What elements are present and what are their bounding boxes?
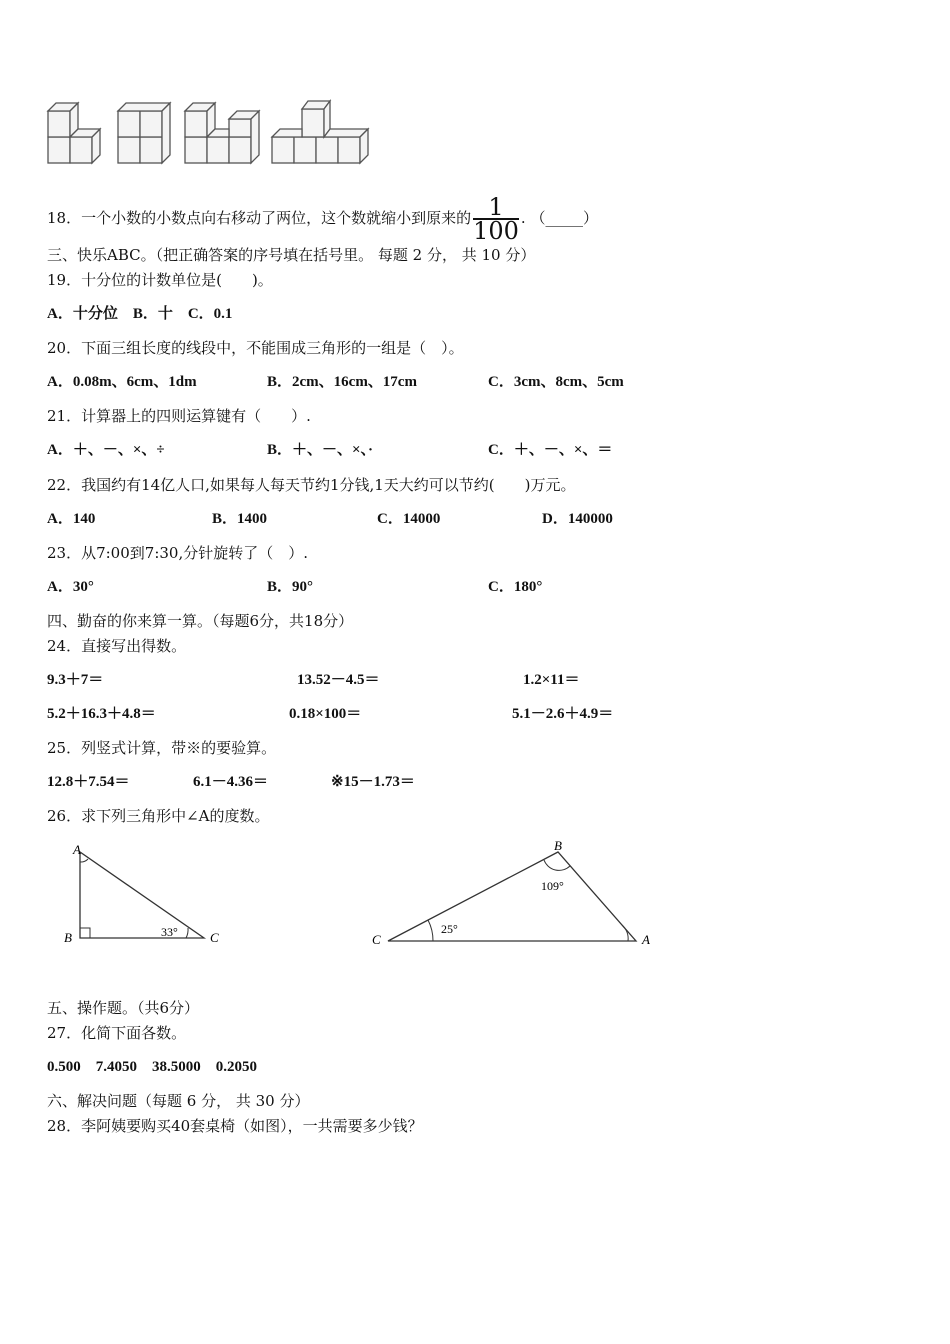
question-26-text: 26．求下列三角形中∠A的度数。: [47, 807, 270, 825]
triangle-2-label-b: B: [554, 838, 562, 853]
question-24-text: 24．直接写出得数。: [47, 637, 187, 655]
cube-figures: [40, 95, 380, 170]
fraction-denominator: 100: [473, 217, 519, 245]
question-20-text: 20．下面三组长度的线段中，不能围成三角形的一组是（ ）。: [47, 339, 464, 357]
fraction-numerator: 1: [473, 196, 519, 220]
triangle-1: [60, 838, 230, 950]
q24-expression-5: 0.18×100＝: [289, 706, 362, 722]
question-28-text: 28．李阿姨要购买40套桌椅（如图），一共需要多少钱？: [47, 1117, 423, 1135]
question-19-text: 19．十分位的计数单位是( )。: [47, 271, 273, 289]
section-5-title: 五、操作题。（共6分）: [47, 999, 200, 1017]
question-21-option-b: B．＋、－、×、·: [267, 442, 374, 458]
question-21-option-a: A．＋、－、×、÷: [47, 442, 165, 458]
q24-expression-1: 9.3＋7＝: [47, 672, 104, 688]
triangle-2-label-c: C: [372, 932, 381, 947]
triangle-2-angle-c: 25°: [441, 922, 458, 936]
cube-figure-3: [185, 103, 259, 163]
question-23-option-a: A．30°: [47, 579, 94, 595]
triangle-1-label-a: A: [73, 842, 81, 857]
question-22-text: 22．我国约有14亿人口,如果每人每天节约1分钱,1天大约可以节约( )万元。: [47, 476, 576, 494]
question-18-text: 18．一个小数的小数点向右移动了两位，这个数就缩小到原来的: [47, 209, 472, 227]
q24-expression-6: 5.1－2.6＋4.9＝: [512, 706, 614, 722]
cube-figure-4: [272, 101, 368, 163]
question-23-option-b: B．90°: [267, 579, 314, 595]
question-20-option-b: B．2cm、16cm、17cm: [267, 374, 417, 390]
triangle-1-label-c: C: [210, 930, 219, 945]
question-22-option-b: B．1400: [212, 511, 268, 527]
question-23-option-c: C．180°: [488, 579, 543, 595]
fraction: [473, 193, 519, 245]
section-3-title: 三、快乐ABC。（把正确答案的序号填在括号里。 每题 2 分， 共 10 分）: [47, 246, 536, 264]
section-6-title: 六、解决问题（每题 6 分， 共 30 分）: [47, 1092, 310, 1110]
question-19-options: A．十分位 B．十 C．0.1: [47, 306, 233, 322]
cube-figure-1: [48, 103, 100, 163]
question-21-option-c: C．＋、－、×、＝: [488, 442, 613, 458]
question-25-text: 25．列竖式计算，带※的要验算。: [47, 739, 277, 757]
question-27-numbers: 0.500 7.4050 38.5000 0.2050: [47, 1059, 258, 1075]
question-23-text: 23．从7:00到7:30,分针旋转了（ ）.: [47, 544, 308, 562]
question-22-option-d: D．140000: [542, 511, 613, 527]
triangle-1-label-b: B: [64, 930, 72, 945]
question-22-option-c: C．14000: [377, 511, 441, 527]
question-20-option-a: A．0.08m、6cm、1dm: [47, 374, 197, 390]
q24-expression-3: 1.2×11＝: [523, 672, 580, 688]
q25-expression-1: 12.8＋7.54＝: [47, 774, 130, 790]
question-27-text: 27．化简下面各数。: [47, 1024, 187, 1042]
q25-expression-2: 6.1－4.36＝: [193, 774, 269, 790]
question-18: [47, 193, 598, 245]
triangle-2: [368, 838, 658, 950]
question-18-tail: . （_____）: [520, 209, 598, 227]
question-20-option-c: C．3cm、8cm、5cm: [488, 374, 624, 390]
section-4-title: 四、勤奋的你来算一算。（每题6分，共18分）: [47, 612, 354, 630]
cube-figure-2: [118, 103, 170, 163]
question-21-text: 21．计算器上的四则运算键有（ ）.: [47, 407, 311, 425]
triangle-2-angle-b: 109°: [541, 879, 564, 893]
q24-expression-4: 5.2＋16.3＋4.8＝: [47, 706, 156, 722]
triangle-2-label-a: A: [642, 932, 650, 947]
q25-expression-3: ※15－1.73＝: [331, 774, 415, 790]
q24-expression-2: 13.52－4.5＝: [297, 672, 380, 688]
triangle-1-angle-c: 33°: [161, 925, 178, 939]
question-22-option-a: A．140: [47, 511, 96, 527]
